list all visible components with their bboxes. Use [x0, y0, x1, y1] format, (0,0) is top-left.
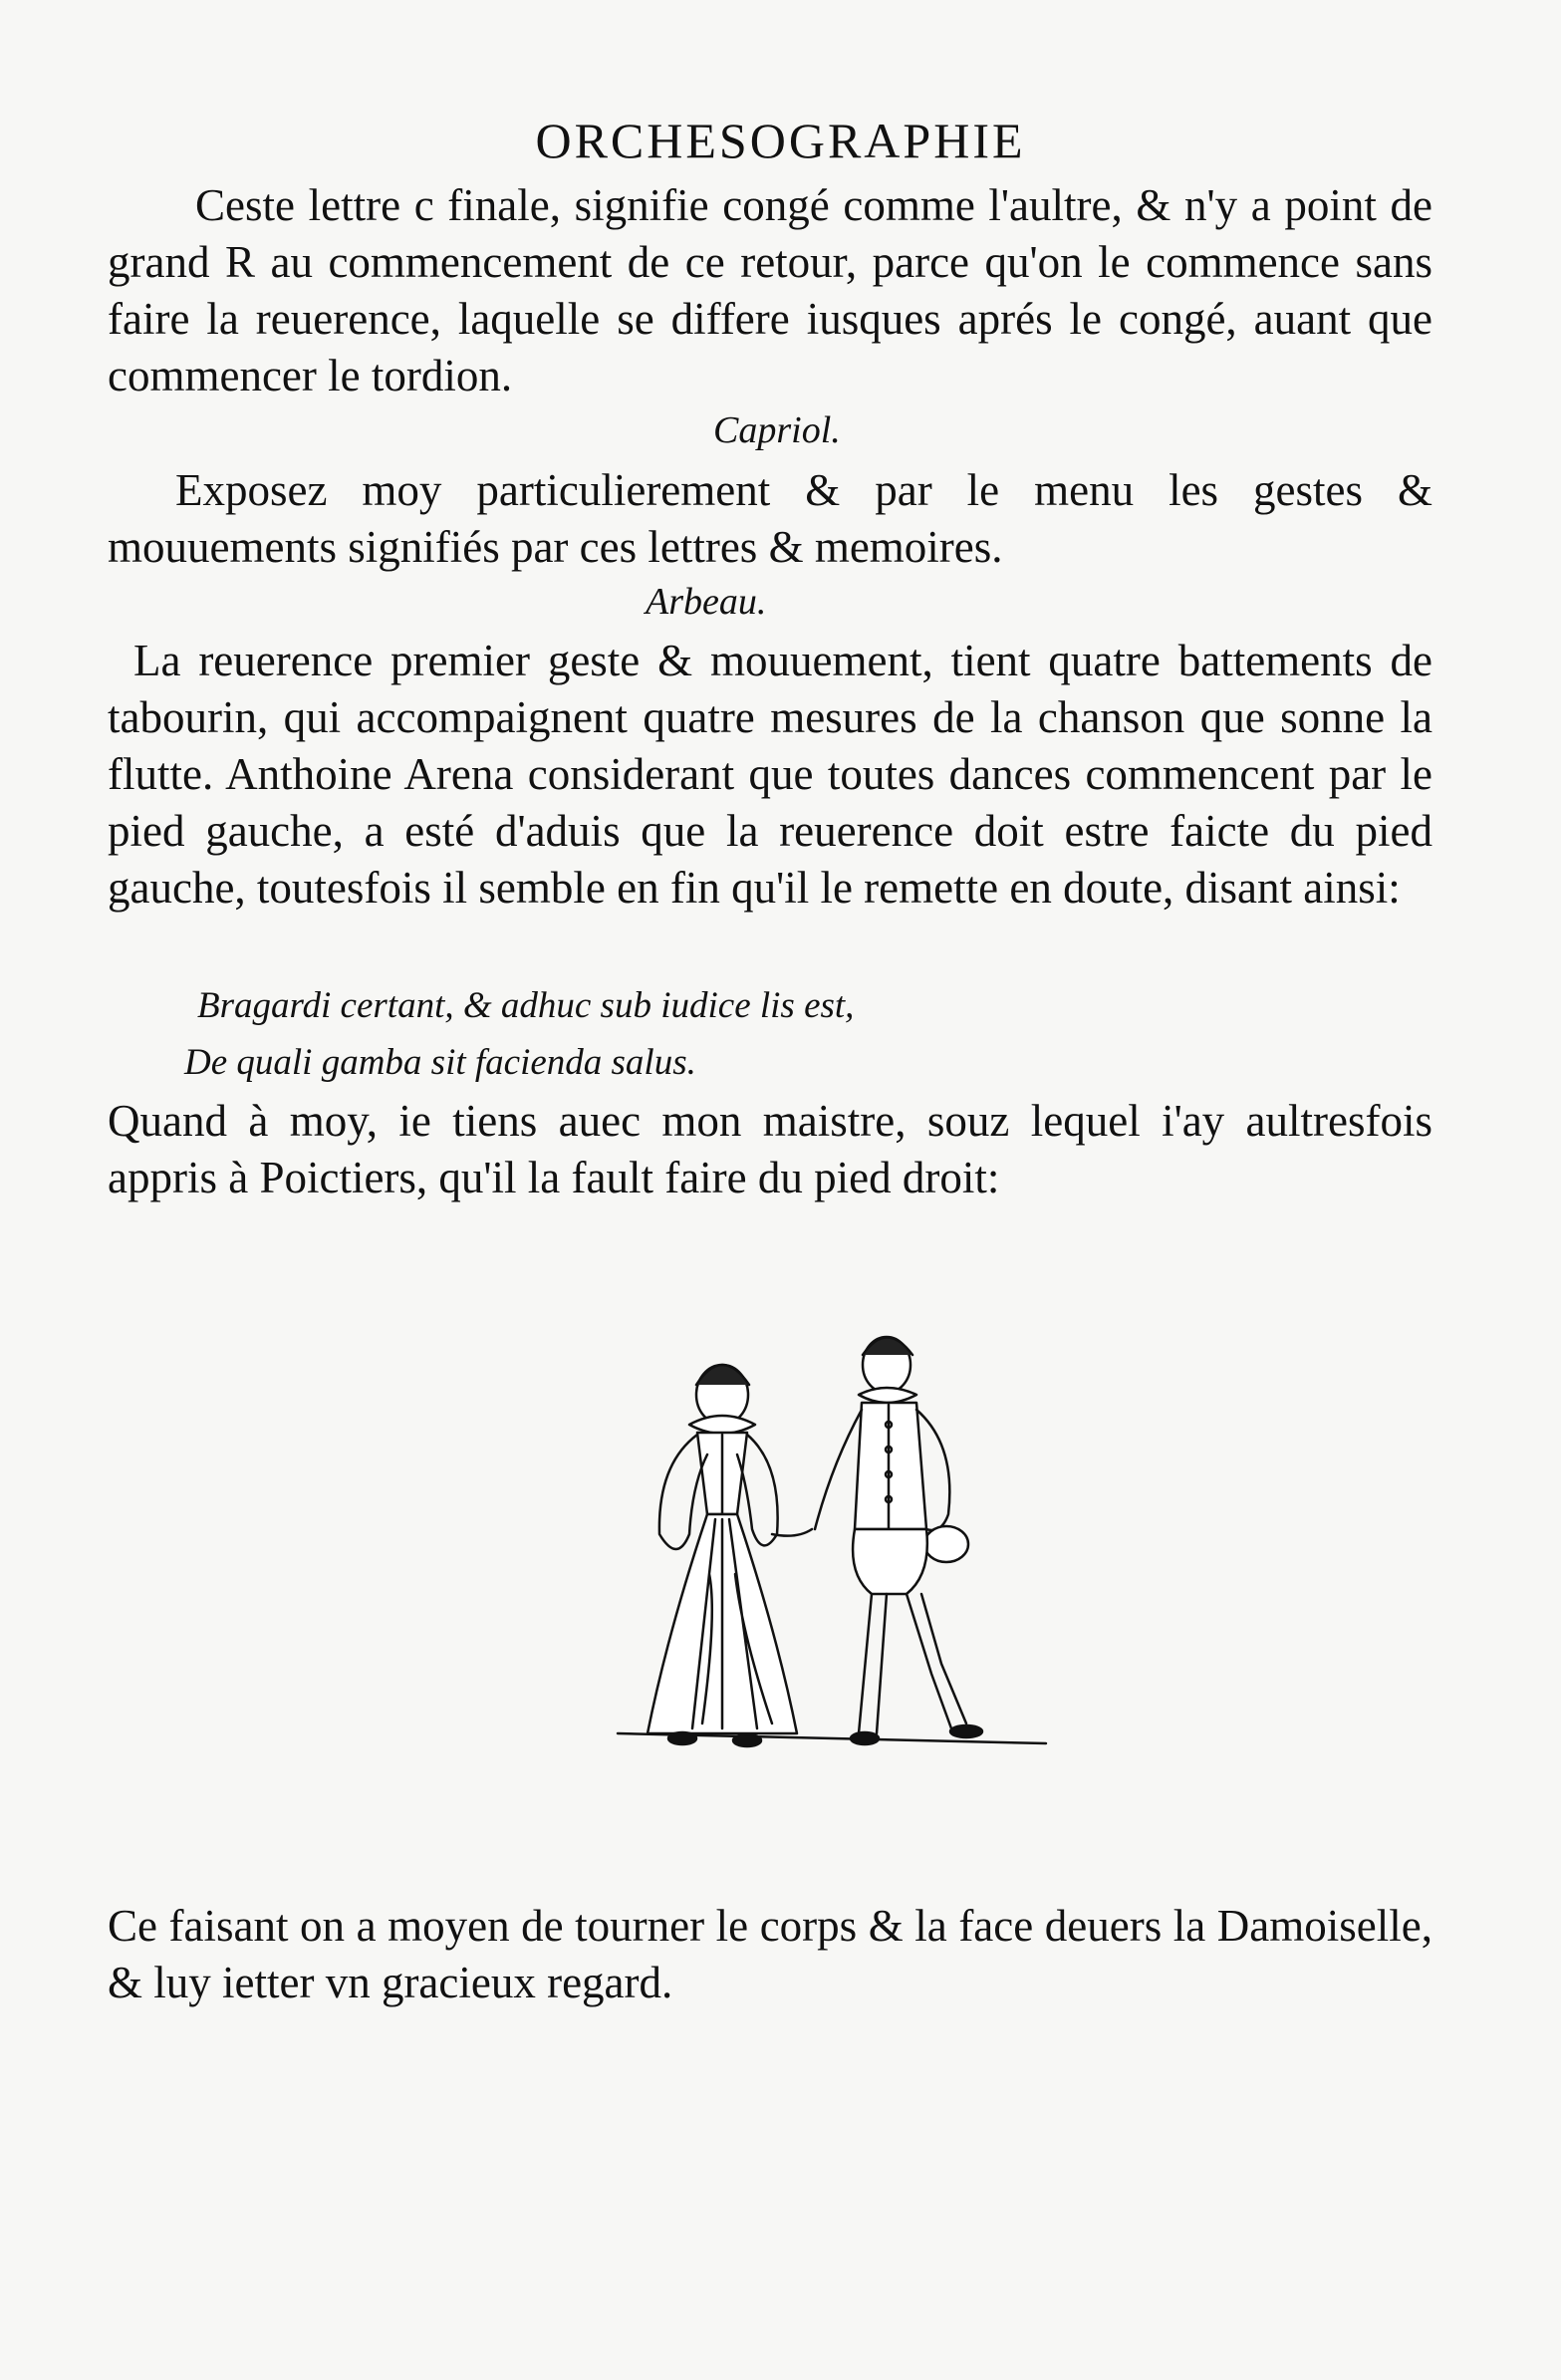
paragraph-2: Exposez moy particulierement & par le menu les gestes & mouuements signifiés par ces lettres & memoires.	[108, 465, 1432, 572]
paragraph-5: Ce faisant on a moyen de tourner le corps & la face deuers la Damoiselle, & luy ietter vn gracieux regard.	[108, 1901, 1432, 2007]
verse-line-2: De quali gamba sit facienda salus.	[184, 1042, 696, 1083]
paragraph-4: Quand à moy, ie tiens auec mon maistre, souz lequel i'ay aultresfois appris à Poictiers, qu'il la fault faire du pied droit:	[108, 1096, 1432, 1202]
dancing-couple-woodcut	[598, 1315, 1056, 1813]
paragraph-3: La reuerence premier geste & mouuement, tient quatre battements de tabourin, qui accompaignent quatre mesures de la chanson que sonne la flutte. Anthoine Arena considerant que toutes dances commencent par le pied gauche, a esté d'aduis que la reuerence doit estre faicte du pied gauche, toutesfois il semble en fin qu'il le remette en doute, disant ainsi:	[108, 636, 1432, 913]
speaker-capriol: Capriol.	[713, 409, 841, 451]
speaker-arbeau: Arbeau.	[646, 581, 767, 623]
verse-line-1: Bragardi certant, & adhuc sub iudice lis est,	[197, 985, 855, 1026]
running-head: ORCHESOGRAPHIE	[535, 113, 1026, 168]
paragraph-1: Ceste lettre c finale, signifie congé comme l'aultre, & n'y a point de grand R au commencement de ce retour, parce qu'on le commence sans faire la reuerence, laquelle se differe iusques aprés le congé, auant que commencer le tordion.	[108, 180, 1432, 400]
